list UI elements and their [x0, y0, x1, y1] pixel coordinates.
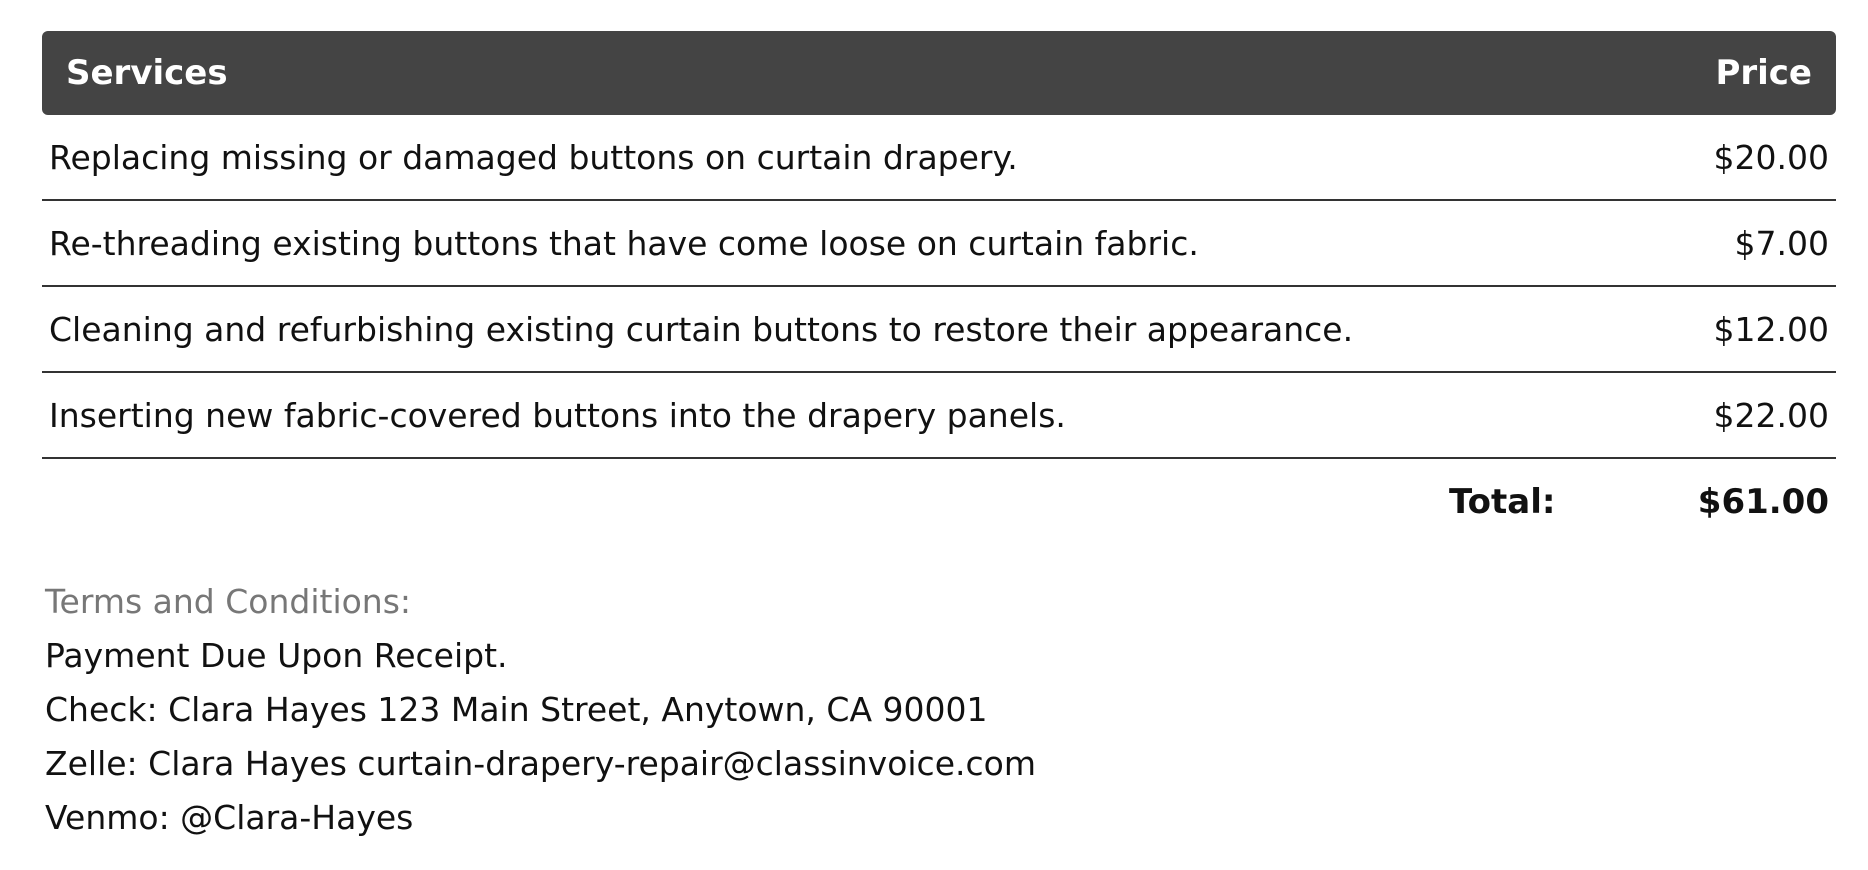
- table-row: [42, 201, 1836, 287]
- terms-section: [42, 575, 1836, 845]
- terms-line-venmo: Venmo: @Clara-Hayes: [45, 798, 414, 837]
- service-description: Cleaning and refurbishing existing curtain buttons to restore their appearance.: [49, 309, 1354, 349]
- service-description: Replacing missing or damaged buttons on curtain drapery.: [49, 137, 1018, 177]
- service-description: Inserting new fabric-covered buttons into the drapery panels.: [49, 395, 1066, 435]
- total-label: Total:: [1449, 482, 1556, 522]
- terms-line-check: Check: Clara Hayes 123 Main Street, Anytown, CA 90001: [45, 690, 988, 729]
- total-value: $61.00: [1697, 482, 1829, 522]
- table-row: [42, 373, 1836, 459]
- terms-line-payment-due: Payment Due Upon Receipt.: [45, 636, 508, 675]
- table-header: [42, 31, 1836, 115]
- invoice-services-table: [42, 31, 1836, 845]
- total-row: [42, 459, 1836, 545]
- service-price: $20.00: [1713, 137, 1829, 177]
- services-column-header: Services: [66, 53, 228, 93]
- table-row: [42, 115, 1836, 201]
- service-price: $7.00: [1734, 223, 1829, 263]
- table-row: [42, 287, 1836, 373]
- service-price: $22.00: [1713, 395, 1829, 435]
- service-rows: [42, 115, 1836, 459]
- service-description: Re-threading existing buttons that have come loose on curtain fabric.: [49, 223, 1199, 263]
- price-column-header: Price: [1715, 53, 1812, 93]
- terms-heading: Terms and Conditions:: [45, 582, 412, 621]
- service-price: $12.00: [1713, 309, 1829, 349]
- terms-line-zelle: Zelle: Clara Hayes curtain-drapery-repair@classinvoice.com: [45, 744, 1036, 783]
